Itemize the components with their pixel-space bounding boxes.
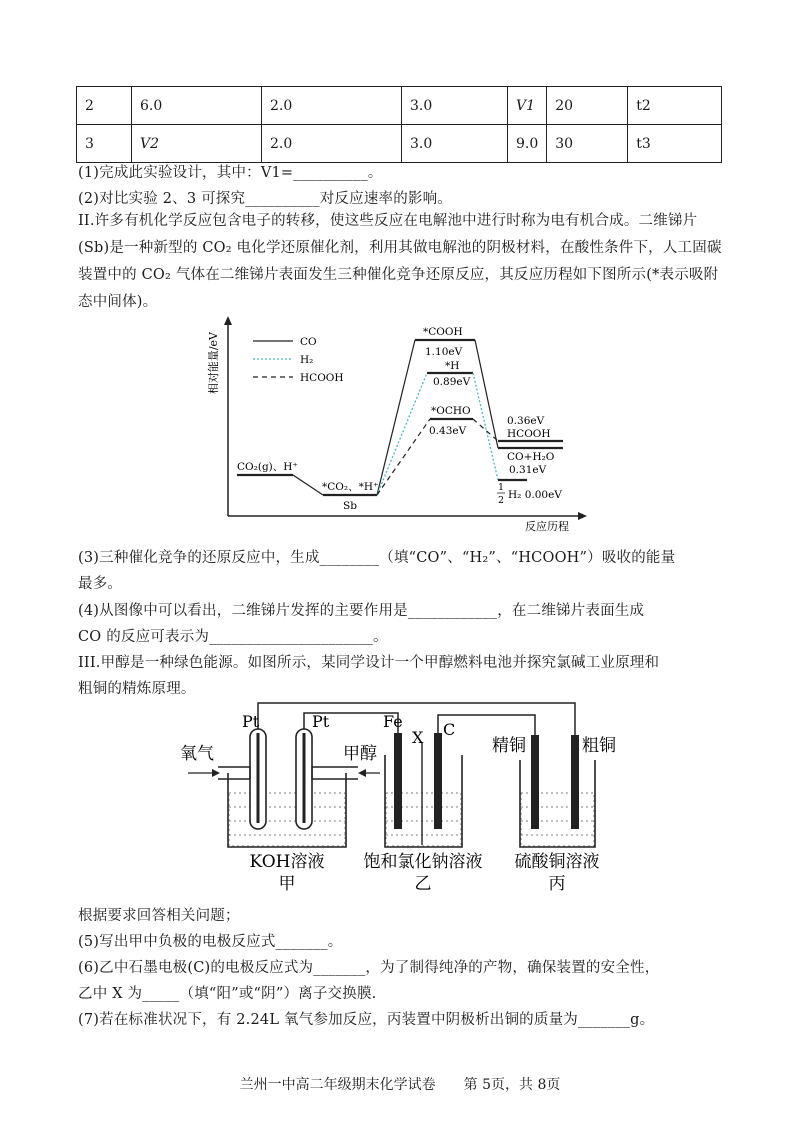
experiment-table <box>76 86 722 163</box>
legend-hcooh-label: HCOOH <box>300 372 344 384</box>
oxygen-inlet-tube <box>218 767 250 779</box>
legend-co-label: CO <box>300 336 317 348</box>
cuso4-label: 硫酸铜溶液 <box>514 852 600 872</box>
question-3-line-1: (3)三种催化竞争的还原反应中，生成________（填“CO”、“H₂”、“HCOOH”）吸收的能量 <box>78 550 676 566</box>
table-row <box>77 87 722 125</box>
table-cell: 9.0 <box>508 125 547 163</box>
label-h2-frac-den: 2 <box>498 495 505 506</box>
label-h2: H₂ 0.00eV <box>508 489 562 501</box>
question-6-line-1: (6)乙中石墨电极(C)的电极反应式为_______，为了制得纯净的产物，确保装置的安全性， <box>78 960 660 976</box>
question-7: (7)若在标准状况下，有 2.24L 氧气参加反应，丙装置中阴极析出铜的质量为_______g。 <box>78 1012 655 1028</box>
methanol-inlet-tube <box>312 767 358 779</box>
path-start-adsorb <box>293 475 323 495</box>
table-cell: 30 <box>547 125 628 163</box>
label-cooh: *COOH <box>423 326 463 338</box>
pure-copper-label: 精铜 <box>492 736 526 756</box>
question-2: (2)对比实验 2、3 可探究__________对反应速率的影响。 <box>78 191 453 207</box>
label-h: *H <box>445 360 460 372</box>
x-axis-label: 反应历程 <box>525 520 569 533</box>
table-cell: 3.0 <box>402 87 508 125</box>
oxygen-arrow <box>212 769 220 777</box>
question-4-line-1: (4)从图像中可以看出，二维锑片发挥的主要作用是____________，在二维锑片表面生成 <box>78 603 645 619</box>
energy-profile-diagram <box>195 312 595 537</box>
label-h-energy: 0.89eV <box>433 376 471 388</box>
table-cell: 2.0 <box>262 87 402 125</box>
table-cell: t3 <box>628 125 722 163</box>
page-footer: 兰州一中高二年级期末化学试卷 第 5页，共 8页 <box>239 1077 561 1093</box>
co-path-up <box>377 340 415 495</box>
methanol-arrow <box>358 769 366 777</box>
pt-right-label: Pt <box>312 712 330 731</box>
table-cell: t2 <box>628 87 722 125</box>
label-hcooh-energy: 0.36eV <box>507 415 545 427</box>
table-cell: V1 <box>508 87 547 125</box>
crude-copper-electrode <box>571 735 579 829</box>
electrochemistry-apparatus <box>170 695 650 897</box>
nacl-label: 饱和氯化钠溶液 <box>363 852 483 872</box>
fe-electrode <box>394 733 402 829</box>
pt-left-label: Pt <box>242 712 260 731</box>
label-cooh-energy: 1.10eV <box>425 346 463 358</box>
oxygen-label: 氧气 <box>180 744 214 764</box>
table-cell: 2.0 <box>262 125 402 163</box>
jia-label: 甲 <box>278 874 296 894</box>
crude-copper-label: 粗铜 <box>582 736 616 756</box>
label-adsorbed: *CO₂、*H⁺ <box>322 481 379 493</box>
question-3-line-2: 最多。 <box>78 576 123 592</box>
question-1: (1)完成此实验设计，其中：V1=__________。 <box>78 165 383 181</box>
koh-solution <box>229 793 345 846</box>
legend-h2-label: H₂ <box>300 354 314 366</box>
label-co-energy: 0.31eV <box>509 464 547 476</box>
question-4-line-2: CO 的反应可表示为______________________。 <box>78 629 388 645</box>
y-axis-label: 相对能量/eV <box>207 332 220 395</box>
x-axis-arrow <box>578 512 587 520</box>
section-3-line-1: III.甲醇是一种绿色能源。如图所示，某同学设计一个甲醇燃料电池并探究氯碱工业原理和 <box>78 655 660 671</box>
question-6-line-2: 乙中 X 为_____（填“阳”或“阴”）离子交换膜. <box>78 986 377 1002</box>
x-label: X <box>412 728 424 747</box>
table-cell: 20 <box>547 87 628 125</box>
label-co-name: CO+H₂O <box>507 451 555 463</box>
table-cell: 6.0 <box>132 87 262 125</box>
beaker-jia <box>228 773 346 847</box>
questions-intro: 根据要求回答相关问题； <box>78 908 240 924</box>
bing-label: 丙 <box>548 874 566 894</box>
table-cell: 3.0 <box>402 125 508 163</box>
label-sb: Sb <box>343 500 357 512</box>
section-2-intro: II.许多有机化学反应包含电子的转移，使这些反应在电解池中进行时称为电有机合成。二维锑片(Sb)是一种新型的 CO₂ 电化学还原催化剂，利用其做电解池的阴极材料，在酸性条件下，人工固碳装置中的 CO₂ 气体在二维锑片表面发生三种催化竞争还原反应，其反应历程如下图所示(*表示吸附态中间体)。 <box>78 213 722 310</box>
c-label: C <box>443 720 456 739</box>
y-axis-arrow <box>224 316 232 325</box>
table-cell: V2 <box>132 125 262 163</box>
label-h2-frac-num: 1 <box>498 482 505 493</box>
label-ocho-energy: 0.43eV <box>429 425 467 437</box>
label-hcooh: HCOOH <box>507 428 551 440</box>
fe-label: Fe <box>383 712 403 731</box>
pure-copper-electrode <box>531 735 539 829</box>
yi-label: 乙 <box>414 874 432 894</box>
c-electrode <box>434 733 442 829</box>
section-3-line-2: 粗铜的精炼原理。 <box>78 681 196 697</box>
koh-label: KOH溶液 <box>249 852 325 872</box>
table-cell: 2 <box>77 87 132 125</box>
table-cell: 3 <box>77 125 132 163</box>
question-5: (5)写出甲中负极的电极反应式_______。 <box>78 934 343 950</box>
methanol-label: 甲醇 <box>343 744 377 764</box>
table-row <box>77 125 722 163</box>
label-ocho: *OCHO <box>431 405 471 417</box>
label-start: CO₂(g)、H⁺ <box>237 461 298 473</box>
